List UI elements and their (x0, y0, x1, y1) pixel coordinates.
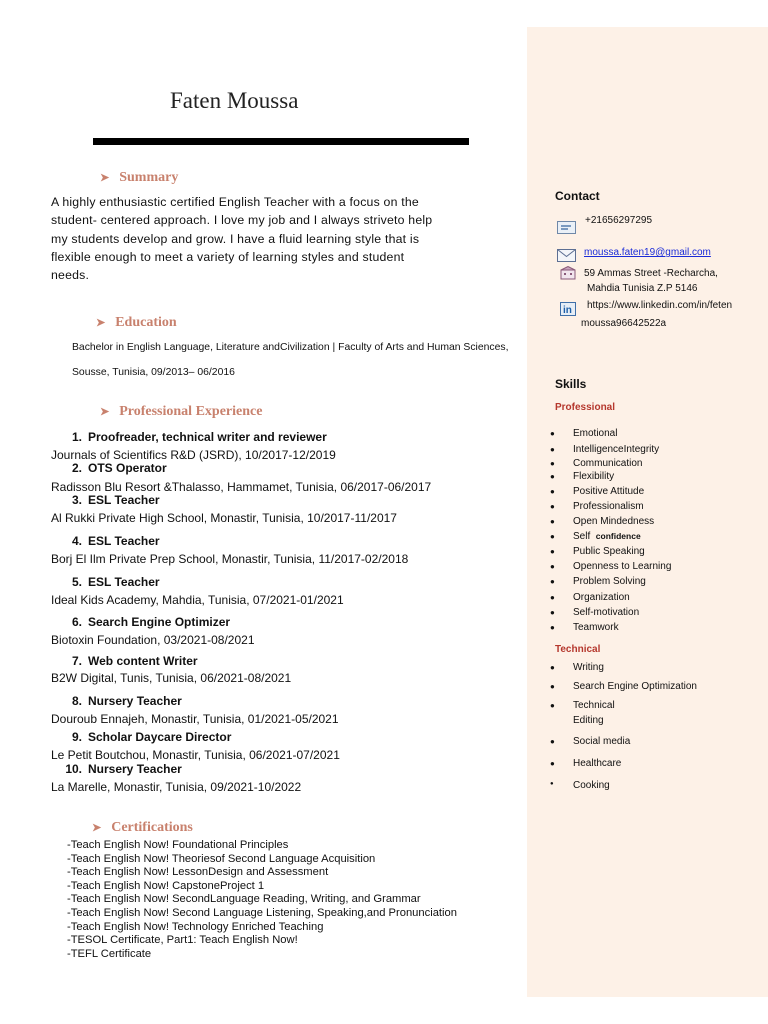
skill-item: Public Speaking (573, 546, 645, 557)
location-icon (560, 266, 576, 285)
experience-heading: ➤ Professional Experience (100, 404, 263, 419)
certification-item: -Teach English Now! Second Language Listening, Speaking,and Pronunciation (67, 906, 457, 919)
arrow-icon: ➤ (100, 406, 110, 418)
bullet-icon: ● (550, 759, 555, 768)
summary-heading: ➤ Summary (100, 170, 179, 185)
skill-item: Self-motivation (573, 607, 640, 618)
contact-email-link[interactable]: moussa.faten19@gmail.com (584, 247, 711, 258)
professional-skills-heading: Professional (555, 402, 616, 413)
summary-line: needs. (51, 268, 90, 283)
summary-line: A highly enthusiastic certified English Teacher with a focus on the (51, 195, 419, 209)
contact-address-line: 59 Ammas Street -Recharcha, (584, 268, 718, 279)
job-place: Radisson Blu Resort &Thalasso, Hammamet, Tunisia, 06/2017-06/2017 (51, 480, 432, 494)
skill-item: Openness to Learning (573, 561, 672, 572)
certification-item: -Teach English Now! Foundational Principles (67, 839, 289, 851)
job-place: Douroub Ennajeh, Monastir, Tunisia, 01/2021-05/2021 (51, 712, 339, 726)
job-title: 1. Proofreader, technical writer and reviewer (71, 430, 327, 444)
skill-item: Technical (573, 700, 615, 711)
job-place: Le Petit Boutchou, Monastir, Tunisia, 06/2021-07/2021 (51, 748, 340, 762)
certification-item: -TEFL Certificate (67, 947, 152, 960)
skill-item: Professionalism (573, 501, 644, 512)
skill-item: Positive Attitude (573, 486, 645, 497)
job-place: Borj El Ilm Private Prep School, Monastir, Tunisia, 11/2017-02/2018 (51, 552, 409, 566)
arrow-icon: ➤ (92, 822, 102, 834)
job-title: 4. ESL Teacher (71, 534, 160, 548)
bullet-icon: ● (550, 487, 555, 496)
job-place: Ideal Kids Academy, Mahdia, Tunisia, 07/2021-01/2021 (51, 593, 344, 607)
skill-item: Self confidence (573, 531, 641, 542)
bullet-icon: ● (550, 623, 555, 632)
bullet-icon: ● (550, 663, 555, 672)
skill-item: Problem Solving (573, 576, 646, 587)
skill-item: Editing (573, 715, 604, 726)
skill-item: Social media (573, 736, 631, 747)
job-place: La Marelle, Monastir, Tunisia, 09/2021-10/2022 (51, 780, 302, 794)
bullet-icon: ● (550, 737, 555, 746)
bullet-icon: ● (550, 459, 555, 468)
bullet-icon: ● (550, 562, 555, 571)
candidate-name: Faten Moussa (170, 88, 299, 113)
certification-item: -Teach English Now! Technology Enriched Teaching (67, 920, 324, 933)
contact-linkedin-line[interactable]: https://www.linkedin.com/in/feten (587, 300, 733, 311)
contact-linkedin-line[interactable]: moussa96642522a (581, 318, 667, 329)
skill-item: Communication (573, 458, 643, 469)
skill-item: Flexibility (573, 471, 615, 482)
summary-line: my students develop and grow. I have a fluid learning style that is (51, 231, 420, 246)
bullet-icon: ● (550, 429, 555, 438)
technical-skills-heading: Technical (555, 644, 601, 655)
phone-icon (557, 221, 577, 240)
job-title: 3. ESL Teacher (71, 493, 160, 507)
summary-line: student- centered approach. I love my job and I always striveto help (51, 213, 433, 228)
education-line: Bachelor in English Language, Literature andCivilization | Faculty of Arts and Human Sciences, (72, 342, 509, 353)
certifications-heading: ➤ Certifications (92, 820, 193, 835)
skill-item: Teamwork (573, 622, 619, 633)
bullet-icon: ● (550, 593, 555, 602)
bullet-icon: ● (550, 472, 555, 481)
certification-item: -Teach English Now! CapstoneProject 1 (67, 879, 265, 892)
contact-heading: Contact (555, 189, 600, 203)
skill-item: Emotional (573, 428, 618, 439)
contact-phone: +21656297295 (585, 215, 653, 226)
bullet-icon: ● (550, 502, 555, 511)
skill-item: Search Engine Optimization (573, 681, 697, 692)
contact-address-line: Mahdia Tunisia Z.P 5146 (587, 283, 698, 294)
skill-item: Open Mindedness (573, 516, 655, 527)
job-place: Al Rukki Private High School, Monastir, Tunisia, 10/2017-11/2017 (51, 511, 397, 525)
bullet-icon: ● (550, 547, 555, 556)
job-place: Biotoxin Foundation, 03/2021-08/2021 (51, 633, 255, 647)
summary-text (51, 193, 451, 284)
bullet-icon: ● (550, 682, 555, 691)
bullet-icon: ● (550, 532, 555, 541)
education-line: Sousse, Tunisia, 09/2013– 06/2016 (72, 367, 235, 378)
summary-line: flexible enough to meet a variety of learning styles and student (51, 249, 405, 264)
job-title: 10. Nursery Teacher (65, 762, 182, 776)
arrow-icon: ➤ (100, 172, 110, 184)
bullet-icon: ● (550, 701, 555, 710)
certification-item: -Teach English Now! Theoriesof Second Language Acquisition (67, 852, 376, 865)
certifications-list (67, 839, 457, 961)
name-underline (93, 138, 469, 145)
bullet-icon: ● (550, 608, 555, 617)
job-title: 8. Nursery Teacher (71, 694, 182, 708)
arrow-icon: ➤ (96, 317, 106, 329)
skills-heading: Skills (555, 377, 587, 391)
job-title: 5. ESL Teacher (71, 575, 160, 589)
skill-item: IntelligenceIntegrity (573, 444, 660, 455)
bullet-icon: ● (550, 577, 555, 586)
bullet-icon: ● (550, 445, 555, 454)
job-title: 6. Search Engine Optimizer (71, 615, 231, 629)
certification-item: -TESOL Certificate, Part1: Teach English Now! (67, 934, 298, 947)
bullet-icon: ● (550, 517, 555, 526)
job-title: 9. Scholar Daycare Director (71, 730, 232, 744)
bullet-icon: ● (550, 781, 554, 787)
skill-item: Healthcare (573, 758, 622, 769)
skill-item: Organization (573, 592, 630, 603)
skill-item: Cooking (573, 780, 610, 791)
job-title: 2. OTS Operator (71, 461, 167, 475)
skill-item: Writing (573, 662, 604, 673)
linkedin-icon (560, 302, 576, 321)
education-heading: ➤ Education (96, 315, 177, 330)
svg-text:in: in (563, 305, 572, 316)
job-title: 7. Web content Writer (71, 654, 198, 668)
certification-item: -Teach English Now! LessonDesign and Assessment (67, 866, 329, 879)
job-place: Journals of Scientifics R&D (JSRD), 10/2017-12/2019 (51, 448, 336, 462)
contact-sidebar (527, 27, 768, 997)
job-place: B2W Digital, Tunis, Tunisia, 06/2021-08/2021 (51, 671, 292, 685)
certification-item: -Teach English Now! SecondLanguage Reading, Writing, and Grammar (67, 893, 421, 906)
